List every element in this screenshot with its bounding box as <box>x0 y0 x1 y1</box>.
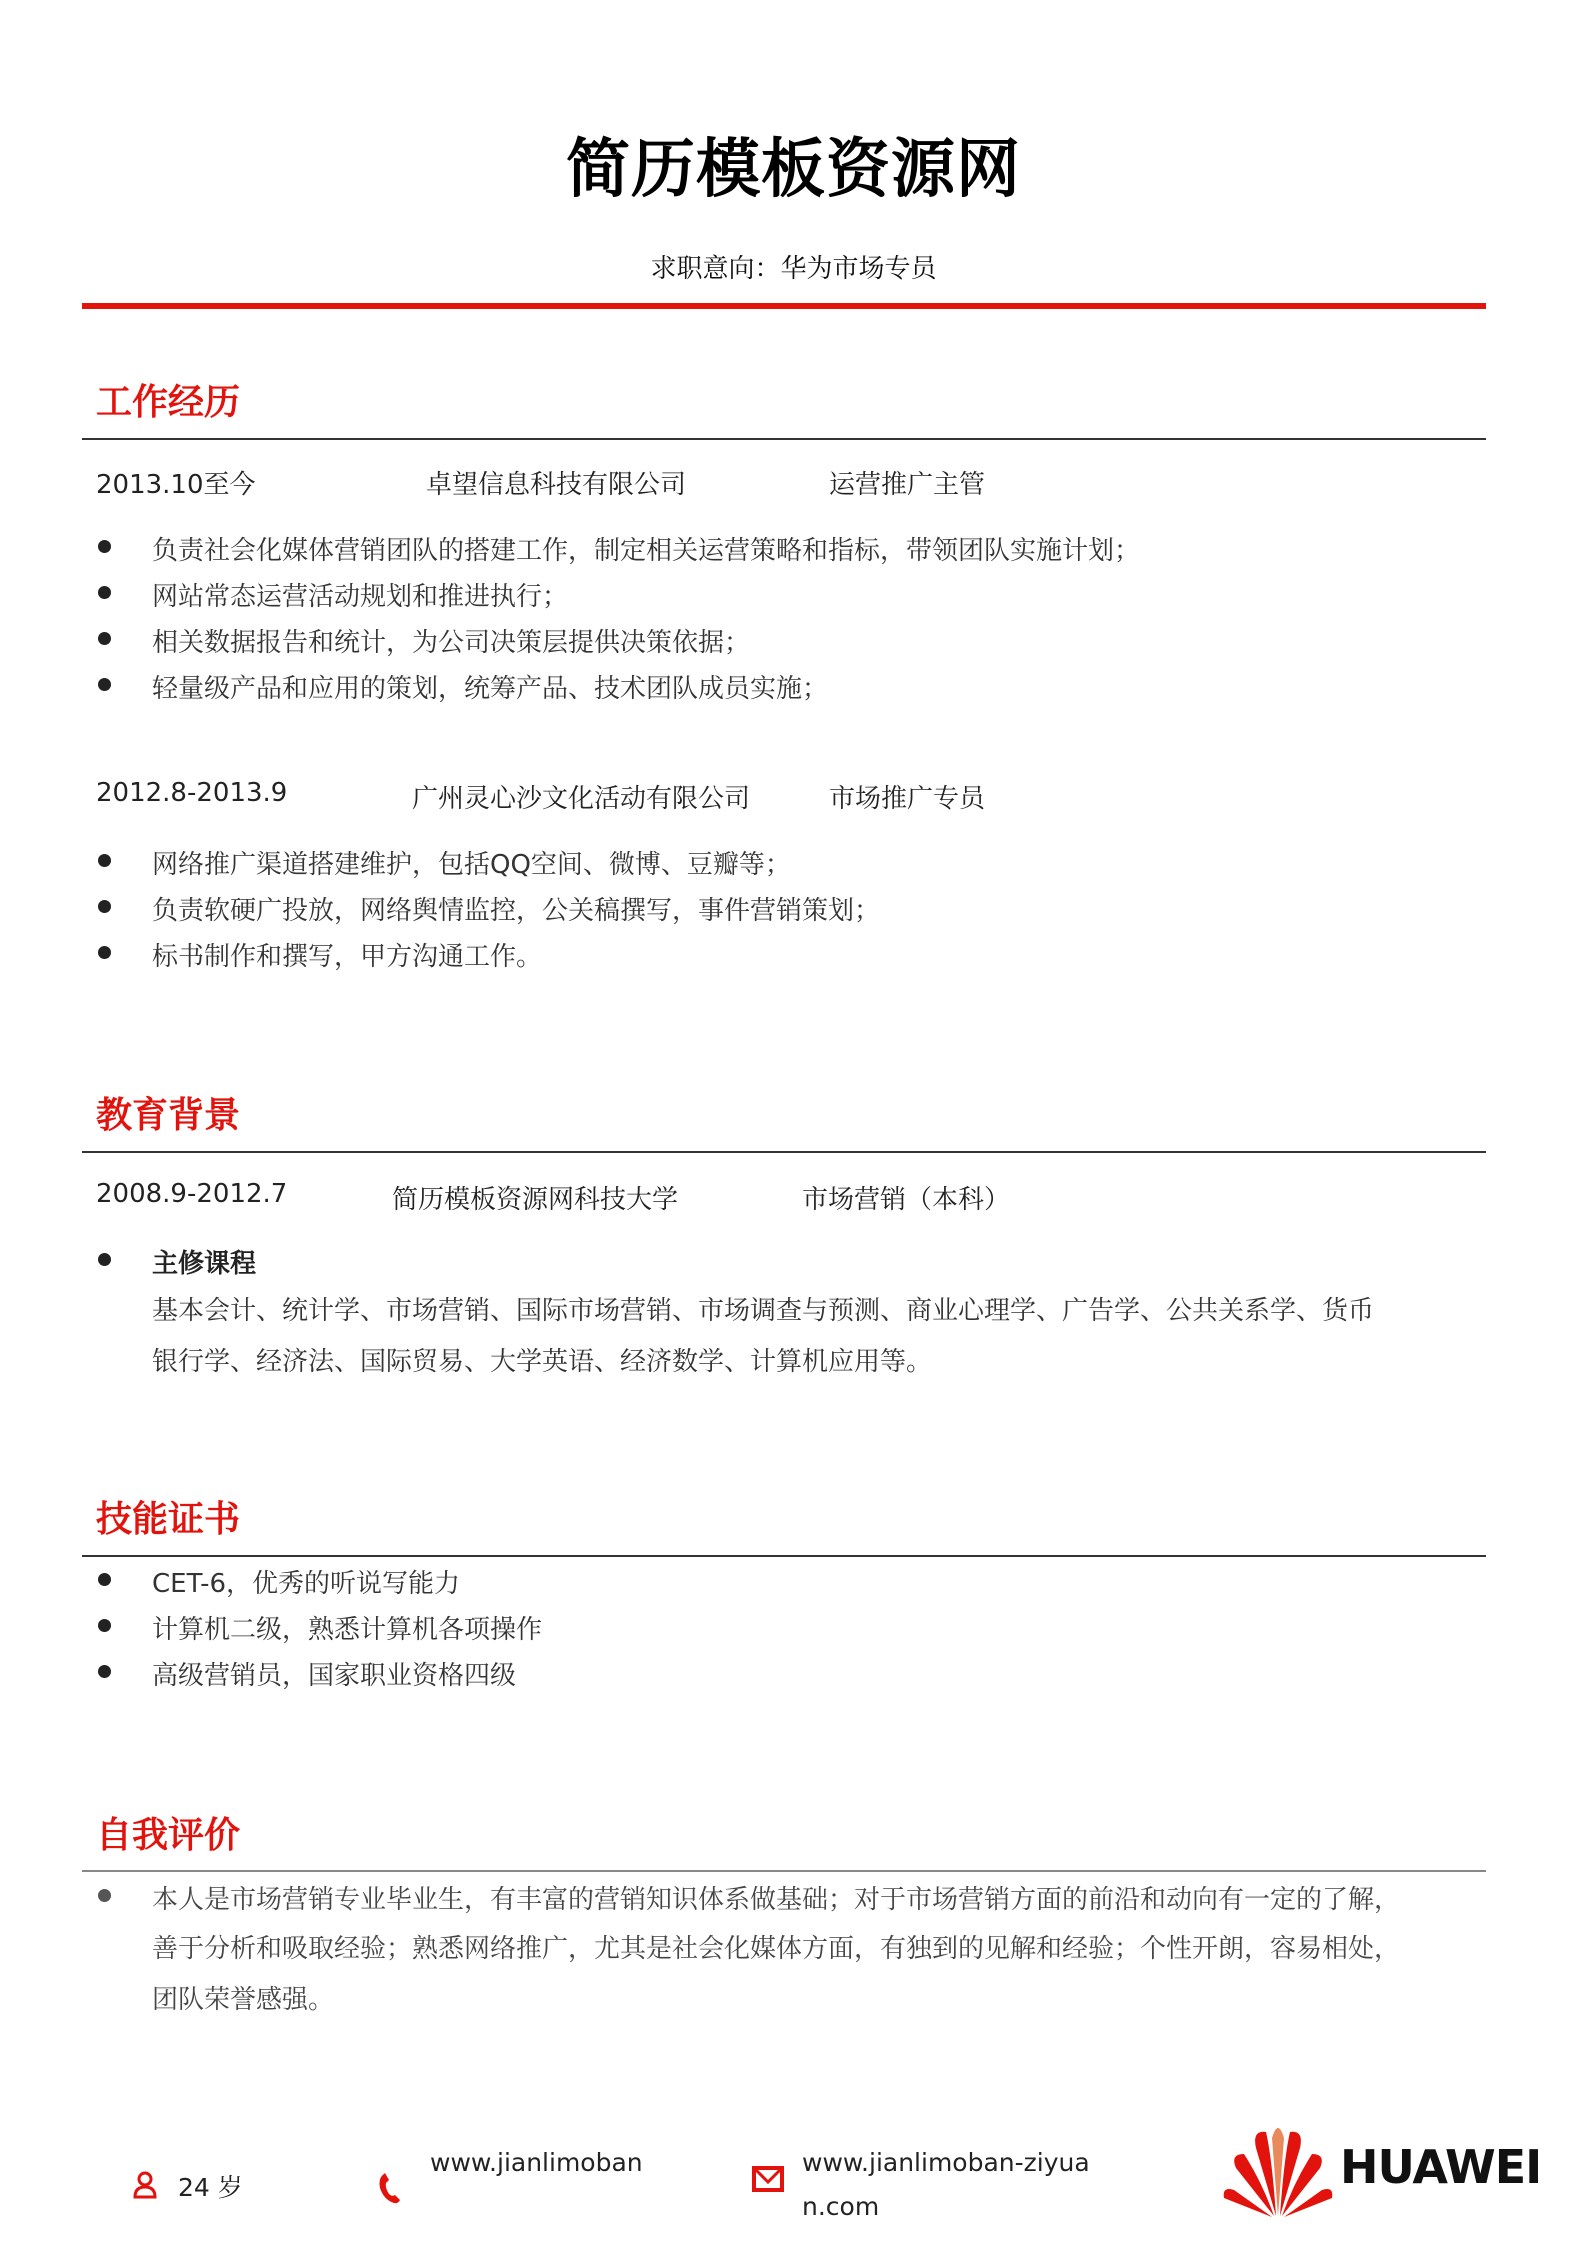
job-duty: 轻量级产品和应用的策划，统筹产品、技术团队成员实施； <box>152 674 829 704</box>
education-period: 2008.9-2012.7 <box>96 1179 288 1209</box>
section-title-education: 教育背景 <box>96 1095 241 1136</box>
age-text: 24 岁 <box>178 2173 243 2202</box>
job-duty: 负责软硬广投放，网络舆情监控，公关稿撰写，事件营销策划； <box>152 896 881 926</box>
education-school: 简历模板资源网科技大学 <box>392 1185 679 1215</box>
courses-line: 基本会计、统计学、市场营销、国际市场营销、市场调查与预测、商业心理学、广告学、公共关系学、货币 <box>152 1296 1375 1326</box>
skill-item: 高级营销员，国家职业资格四级 <box>152 1661 517 1691</box>
bullet-icon <box>98 946 111 959</box>
section-divider-skills <box>82 1555 1486 1557</box>
huawei-logo-text: HUAWEI <box>1340 2140 1542 2194</box>
job-period: 2012.8-2013.9 <box>96 778 288 808</box>
section-divider-self-eval <box>82 1870 1486 1872</box>
job-duty: 相关数据报告和统计，为公司决策层提供决策依据； <box>152 628 751 658</box>
bullet-icon <box>98 586 111 599</box>
section-divider-education <box>82 1151 1486 1153</box>
section-divider-work <box>82 438 1486 440</box>
job-duty: 负责社会化媒体营销团队的搭建工作，制定相关运营策略和指标，带领团队实施计划； <box>152 536 1141 566</box>
job-intent: 求职意向：华为市场专员 <box>650 254 937 284</box>
header-red-divider <box>82 303 1486 309</box>
self-eval-line: 善于分析和吸取经验；熟悉网络推广，尤其是社会化媒体方面，有独到的见解和经验；个性开朗，容易相处， <box>152 1934 1401 1964</box>
courses-label: 主修课程 <box>152 1249 257 1279</box>
job-duty: 标书制作和撰写，甲方沟通工作。 <box>152 942 543 972</box>
section-title-skills: 技能证书 <box>96 1499 241 1540</box>
education-major: 市场营销（本科） <box>802 1185 1011 1215</box>
bullet-icon <box>98 900 111 913</box>
bullet-icon <box>98 854 111 867</box>
skill-item: CET-6，优秀的听说写能力 <box>152 1569 461 1599</box>
skill-item: 计算机二级，熟悉计算机各项操作 <box>152 1615 543 1645</box>
bullet-icon <box>98 632 111 645</box>
phone-icon <box>376 2170 404 2206</box>
self-eval-line: 团队荣誉感强。 <box>152 1985 335 2015</box>
bullet-icon <box>98 1573 111 1586</box>
email-text-line2: n.com <box>802 2192 880 2221</box>
job-position: 运营推广主管 <box>829 470 986 500</box>
job-position: 市场推广专员 <box>829 784 986 814</box>
section-title-self-eval: 自我评价 <box>96 1815 241 1856</box>
bullet-icon <box>98 678 111 691</box>
resume-name: 简历模板资源网 <box>566 133 1021 207</box>
section-title-work: 工作经历 <box>96 382 241 423</box>
huawei-logo-icon <box>1222 2118 1334 2218</box>
job-period: 2013.10至今 <box>96 470 256 500</box>
bullet-icon <box>98 1889 111 1902</box>
job-duty: 网络推广渠道搭建维护，包括QQ空间、微博、豆瓣等； <box>152 850 791 880</box>
job-company: 卓望信息科技有限公司 <box>426 470 687 500</box>
self-eval-line: 本人是市场营销专业毕业生，有丰富的营销知识体系做基础；对于市场营销方面的前沿和动向有一定的了解， <box>152 1885 1401 1915</box>
job-company: 广州灵心沙文化活动有限公司 <box>412 784 751 814</box>
courses-line: 银行学、经济法、国际贸易、大学英语、经济数学、计算机应用等。 <box>152 1347 933 1377</box>
bullet-icon <box>98 540 111 553</box>
person-icon <box>132 2170 158 2200</box>
bullet-icon <box>98 1665 111 1678</box>
email-icon <box>752 2165 784 2193</box>
bullet-icon <box>98 1619 111 1632</box>
email-text-line1: www.jianlimoban-ziyua <box>802 2148 1090 2177</box>
job-duty: 网站常态运营活动规划和推进执行； <box>152 582 569 612</box>
bullet-icon <box>98 1253 111 1266</box>
phone-text: www.jianlimoban <box>430 2148 643 2177</box>
